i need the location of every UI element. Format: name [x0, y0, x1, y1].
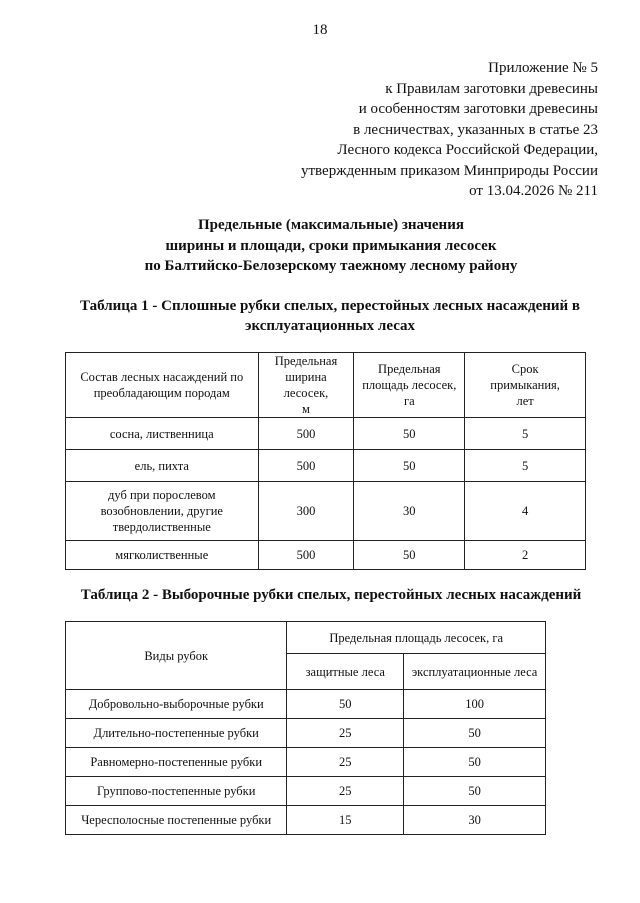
title-line: ширины и площади, сроки примыкания лесосек [165, 237, 497, 254]
table-row [66, 719, 546, 748]
cell-composition: мягколиственные [66, 541, 259, 570]
header-protective: защитные леса [287, 654, 404, 690]
cell-exploitation: 100 [404, 690, 546, 719]
cell-protective: 50 [287, 690, 404, 719]
header-text: лет [516, 394, 534, 408]
appendix-line: Приложение № 5 [488, 60, 598, 76]
cell-area: 50 [354, 450, 465, 482]
cell-composition: ель, пихта [66, 450, 259, 482]
cell-width: 300 [258, 482, 354, 541]
cell-kind: Длительно-постепенные рубки [66, 719, 287, 748]
header-text: площадь лесосек, [362, 378, 457, 392]
header-text: Предельная [274, 354, 338, 368]
appendix-line: от 13.04.2026 № 211 [469, 183, 598, 199]
appendix-line: Лесного кодекса Российской Федерации, [337, 142, 598, 158]
cell-width: 500 [258, 450, 354, 482]
header-text: Предельная [378, 362, 441, 376]
table-row [66, 690, 546, 719]
clearcut-limits-table [65, 352, 586, 570]
header-area [354, 353, 465, 418]
table1-caption [10, 296, 640, 336]
table-row [66, 748, 546, 777]
cell-term: 2 [465, 541, 586, 570]
header-width [258, 353, 354, 418]
table-row [66, 418, 586, 450]
cell-kind: Чересполосные постепенные рубки [66, 806, 287, 835]
header-text: га [403, 394, 415, 408]
header-text: ширина лесосек, [283, 370, 329, 400]
title-line: по Балтийско-Белозерскому таежному лесному району [144, 258, 518, 274]
cell-area: 50 [354, 418, 465, 450]
header-text: преобладающим породам [93, 386, 230, 400]
table-row [66, 777, 546, 806]
cell-text: возобновлении, другие [100, 504, 223, 518]
cell-kind: Добровольно-выборочные рубки [66, 690, 287, 719]
cell-protective: 25 [287, 777, 404, 806]
cell-composition [66, 482, 259, 541]
header-kind: Виды рубок [66, 622, 287, 690]
page-number: 18 [312, 22, 328, 38]
appendix-line: и особенностям заготовки древесины [358, 101, 598, 117]
cell-kind: Равномерно-постепенные рубки [66, 748, 287, 777]
cell-width: 500 [258, 541, 354, 570]
cell-text: дуб при порослевом [108, 488, 216, 502]
table2-caption: Таблица 2 - Выборочные рубки спелых, перестойных лесных насаждений [80, 587, 582, 603]
header-text: Состав лесных насаждений по [80, 370, 244, 384]
table1-caption-line: эксплуатационных лесах [244, 318, 416, 334]
header-text: Срок [511, 362, 539, 376]
header-text: м [302, 402, 310, 416]
header-term [465, 353, 586, 418]
cell-area: 50 [354, 541, 465, 570]
header-exploitation: эксплуатационные леса [404, 654, 546, 690]
cell-protective: 15 [287, 806, 404, 835]
title-line: Предельные (максимальные) значения [198, 217, 464, 233]
cell-composition: сосна, лиственница [66, 418, 259, 450]
selective-cut-limits-table [65, 621, 546, 835]
cell-kind: Группово-постепенные рубки [66, 777, 287, 806]
table1-caption-line: Таблица 1 - Сплошные рубки спелых, перестойных лесных насаждений в [79, 298, 581, 314]
appendix-block [301, 58, 598, 202]
cell-exploitation: 50 [404, 777, 546, 806]
table-row [66, 482, 586, 541]
cell-width: 500 [258, 418, 354, 450]
cell-term: 5 [465, 450, 586, 482]
cell-term: 5 [465, 418, 586, 450]
header-text: примыкания, [490, 378, 560, 392]
table-row [66, 450, 586, 482]
cell-exploitation: 50 [404, 719, 546, 748]
appendix-line: утвержденным приказом Минприроды России [301, 162, 598, 179]
appendix-line: в лесничествах, указанных в статье 23 [353, 121, 598, 138]
cell-area: 30 [354, 482, 465, 541]
cell-exploitation: 30 [404, 806, 546, 835]
cell-term: 4 [465, 482, 586, 541]
cell-protective: 25 [287, 719, 404, 748]
table-header-row [66, 622, 546, 654]
cell-protective: 25 [287, 748, 404, 777]
table-row [66, 541, 586, 570]
header-composition [66, 353, 259, 418]
header-area: Предельная площадь лесосек, га [287, 622, 546, 654]
table-header-row [66, 353, 586, 418]
document-title [0, 215, 640, 277]
cell-exploitation: 50 [404, 748, 546, 777]
cell-text: твердолиственные [112, 520, 211, 534]
table-row [66, 806, 546, 835]
appendix-line: к Правилам заготовки древесины [385, 80, 598, 97]
